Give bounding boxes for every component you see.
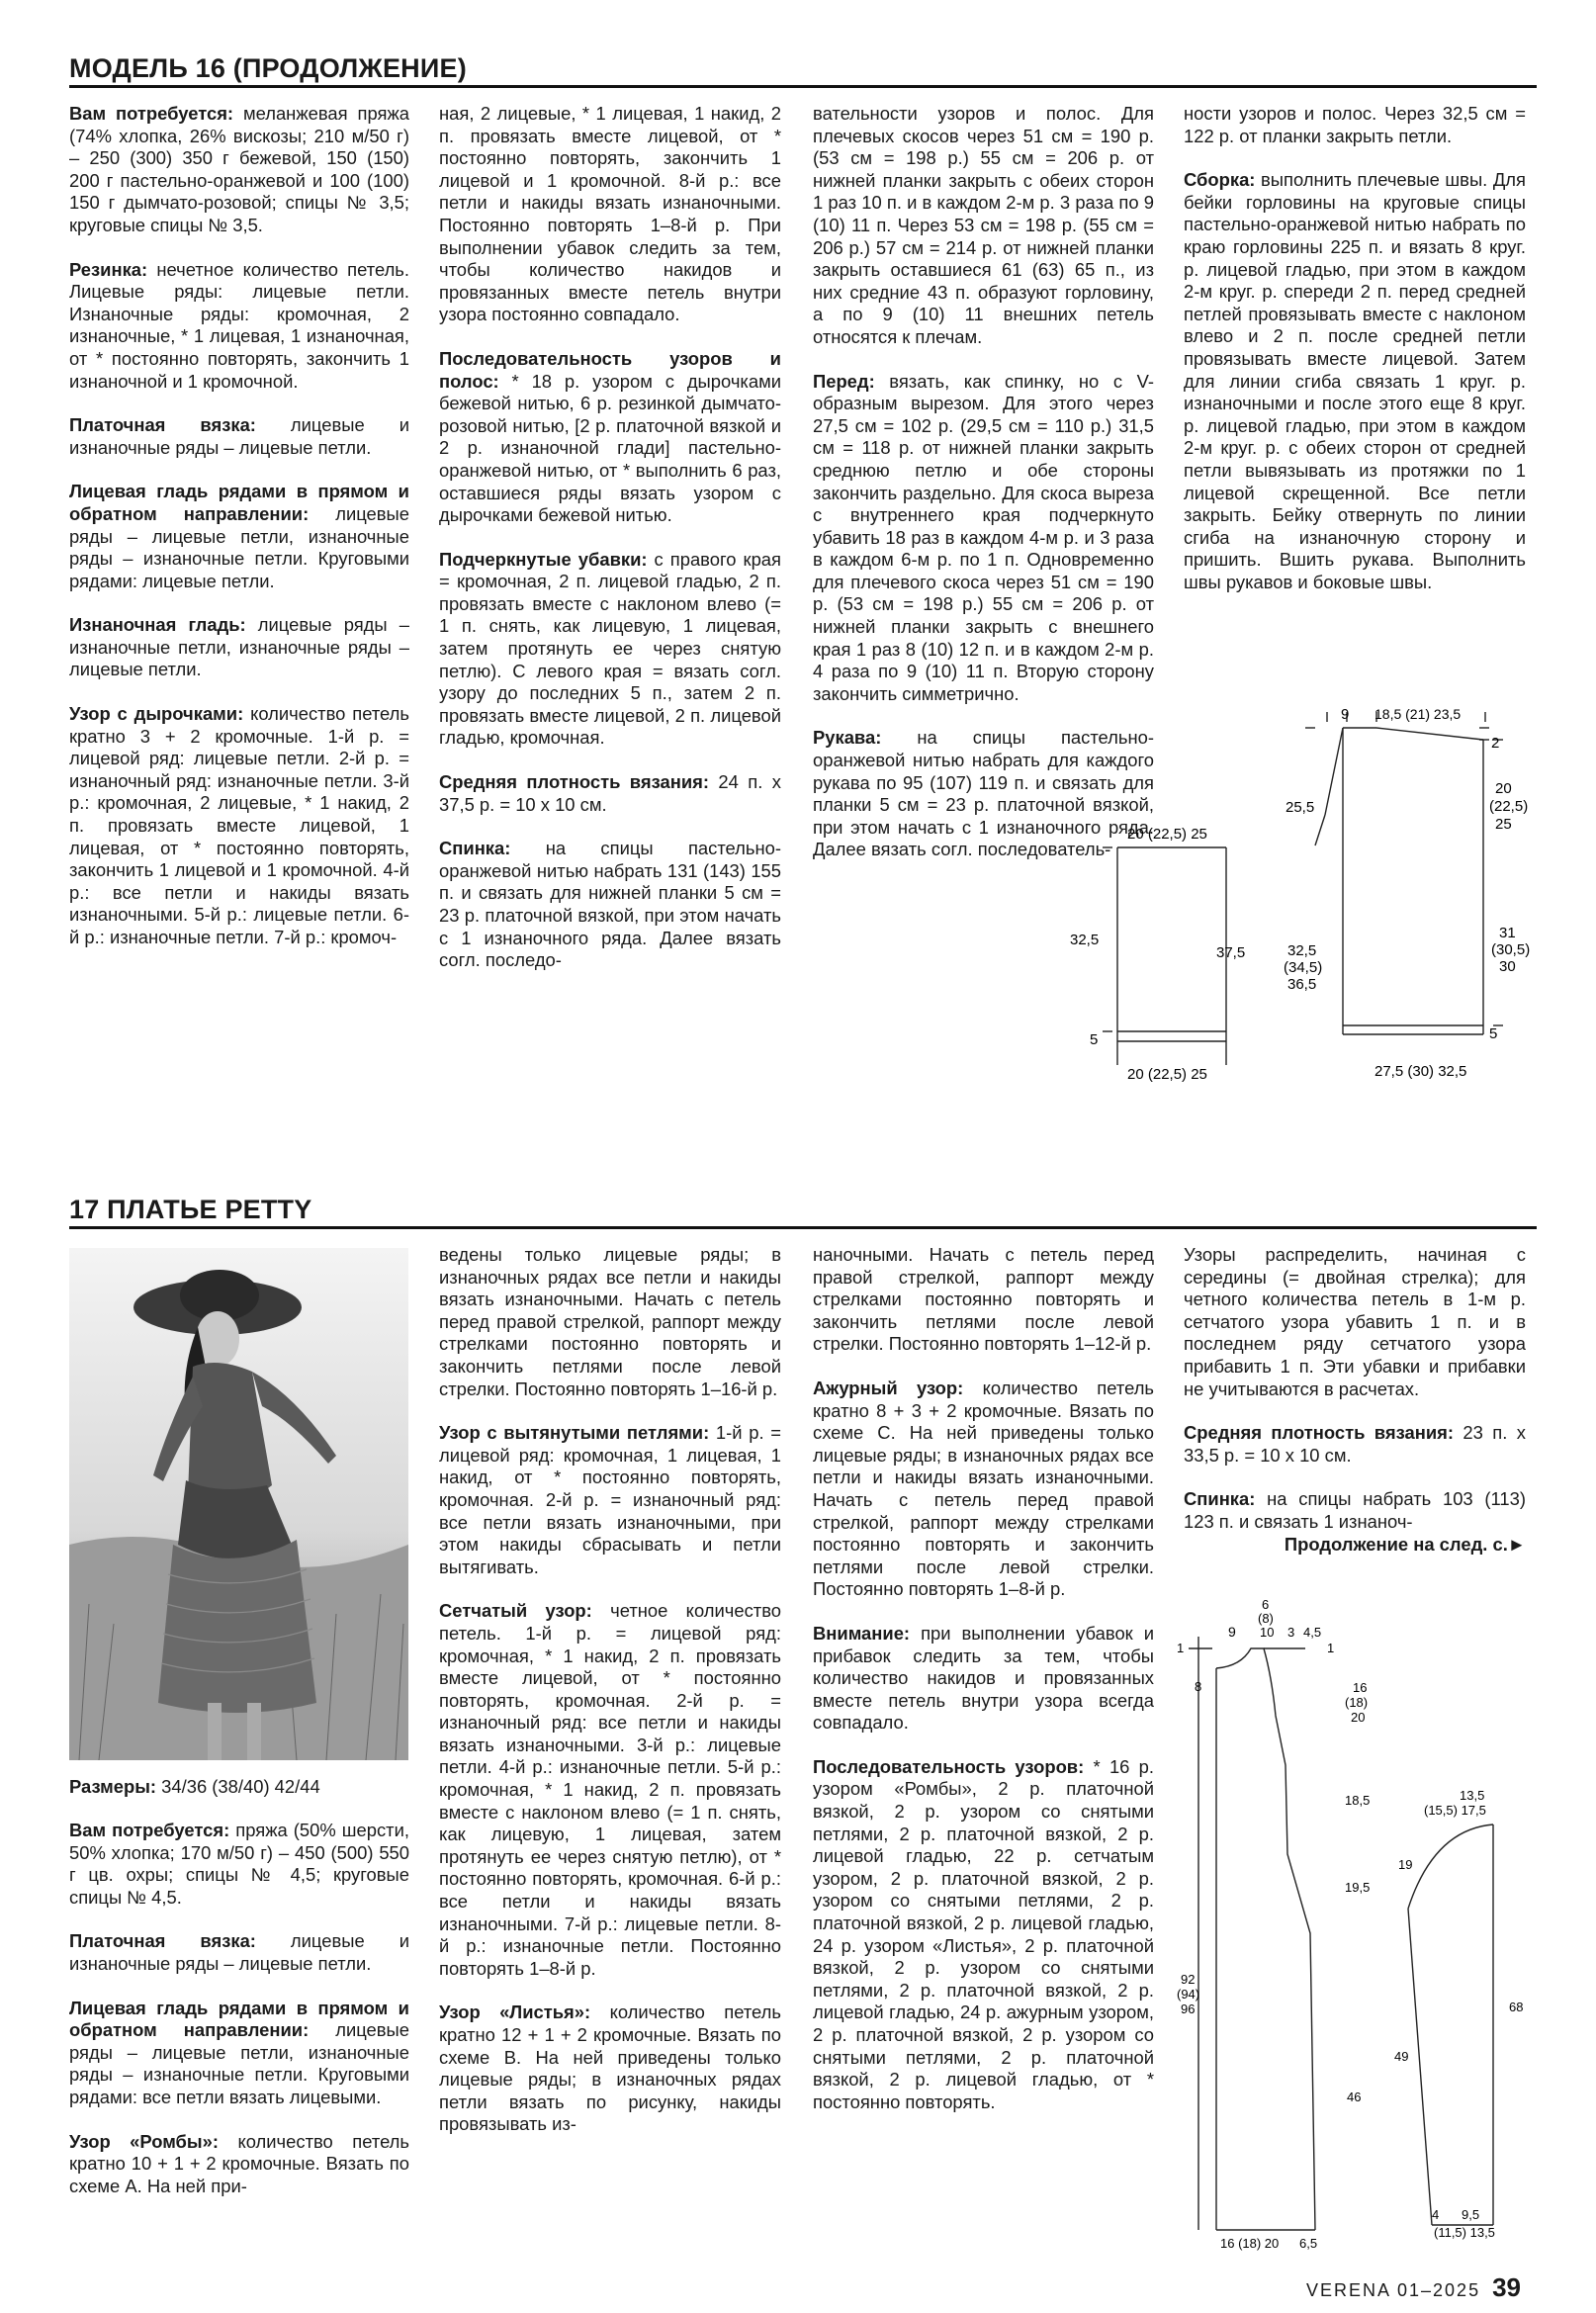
section-rule xyxy=(69,1226,1537,1229)
paragraph xyxy=(1184,1244,1526,1400)
paragraph-heading: Последовательность узоров и полос: xyxy=(439,347,781,392)
front-height-a: 32,5 xyxy=(1287,942,1317,959)
text-column xyxy=(69,103,409,971)
paragraph-text: лицевые и изнаночные ряды – лицевые петли. xyxy=(69,414,409,458)
sleeve-band: 5 xyxy=(1090,1031,1099,1048)
paragraph-heading: Лицевая гладь рядами в прямом и обратном направлении: xyxy=(69,481,409,524)
text-column xyxy=(1184,103,1526,615)
paragraph-text: ности узоров и полос. Через 32,5 см = 122 р. от планки закрыть петли. xyxy=(1184,103,1526,146)
hem-width: 16 (18) 20 xyxy=(1220,2236,1280,2251)
paragraph xyxy=(439,348,781,527)
length-c: 96 xyxy=(1181,2002,1196,2016)
paragraph xyxy=(439,2002,781,2136)
paragraph-text: на спицы набрать 103 (113) 123 п. и связать 1 изнаноч- xyxy=(1184,1488,1526,1532)
paragraph-heading: Резинка: xyxy=(69,258,148,280)
paragraph xyxy=(69,1820,409,1909)
paragraph-heading: Средняя плотность вязания: xyxy=(439,771,709,793)
sleeve-height: 32,5 xyxy=(1070,932,1100,948)
paragraph-text: количество петель кратно 3 + 2 кромочные. 1-й р. = лицевой ряд: лицевые петли. 2-й р. = изнаночный ряд: изнаночные петли. 3-й р.: кромочная, 2 лицевые, * 1 накид, 2 п. провязать вместе лицевой, 1 лицевая, от * постоянно повторять, закончить 1 лицевой и 1 кромочной. 4-й р.: все петли и накиды вязать изнаночными. 5-й р.: лицевые петли. 6-й р.: изнаночные петли. 7-й р.: кромоч- xyxy=(69,703,409,947)
cap-height: 19 xyxy=(1398,1857,1413,1872)
paragraph-heading: Перед: xyxy=(813,370,875,392)
paragraph-text: четное количество петель. 1-й р. = лицевой ряд: кромочная, * 1 накид, 2 п. провязать вместе лицевой, от * постоянно повторять, кромочная. 2-й р. = изнаночный ряд: все петли и накиды вязать изнаночными. 3-й р.: лицевые петли. 4-й р.: изнаночные петли. 5-й р.: кромочная, * 1 накид, 2 п. провязать вместе с наклоном влево (= 1 п. снять, как лицевую, 1 лицевая, затем протянуть ее через снятую петлю), от * постоянно повторять, кромочная. 6-й р.: все петли и накиды вязать изнаночными. 7-й р.: лицевые петли. 8-й р.: изнаночные петли. Постоянно повторять 1–8-й р. xyxy=(439,1600,781,1979)
paragraph-text: ведены только лицевые ряды; в изнаночных рядах все петли и накиды вязать изнаночными. Начать с петель перед правой стрелкой, раппорт между стрелками постоянно повторять и закончить петлями после левой стрелки. Постоянно повторять 1–16-й р. xyxy=(439,1244,781,1399)
sleeve-length: 68 xyxy=(1509,2000,1524,2014)
armhole-c: 20 xyxy=(1351,1710,1366,1725)
side-height-c: 30 xyxy=(1499,958,1516,975)
paragraph-text: 23 п. х 33,5 р. = 10 х 10 см. xyxy=(1184,1422,1526,1466)
front-height-b: (34,5) xyxy=(1284,959,1323,976)
paragraph-text: * 16 р. узором «Ромбы», 2 р. платочной вязкой, 2 р. узором со снятыми петлями, 2 р. платочной вязкой, 2 р. лицевой гладью, 22 р. сетчатым узором, 2 р. платочной вязкой, 2 р. узором со снятыми петлями, 2 р. платочной вязкой, 2 р. лицевой гладью, 24 р. узором «Листья», 2 р. платочной вязкой, 2 р. узором со снятыми петлями, 2 р. платочной вязкой, 2 р. лицевой гладью, 24 р. ажурным узором, 2 р. платочной вязкой, 2 р. узором со снятыми петлями, 2 р. платочной вязкой, 2 р. лицевой гладью, от * постоянно повторять. xyxy=(813,1755,1155,2112)
cuff-step: 4 xyxy=(1432,2207,1440,2222)
paragraph-text: количество петель кратно 10 + 1 + 2 кромочные. Вязать по схеме А. На ней при- xyxy=(69,2130,409,2196)
side-height-a: 31 xyxy=(1499,925,1516,941)
paragraph-text: при выполнении убавок и прибавок следить за тем, чтобы количество накидов и провязанных вместе петель внутри узора всегда совпадало. xyxy=(813,1622,1154,1734)
neck-width-b: (8) xyxy=(1258,1611,1274,1626)
paragraph-heading: Лицевая гладь рядами в прямом и обратном направлении: xyxy=(69,1997,409,2041)
armhole-b: (18) xyxy=(1345,1695,1369,1710)
paragraph xyxy=(1184,103,1526,147)
section-rule xyxy=(69,85,1537,88)
magazine-name: VERENA 01–2025 xyxy=(1305,2280,1481,2300)
paragraph-text: наночными. Начать с петель перед правой стрелкой, раппорт между стрелками постоянно повторять и закончить петлями после левой стрелки. Постоянно повторять 1–12-й р. xyxy=(813,1244,1154,1355)
paragraph-heading: Последовательность узоров: xyxy=(813,1755,1085,1777)
paragraph xyxy=(69,103,409,237)
paragraph-text: лицевые ряды – изнаночные петли, изнаночные ряды – лицевые петли. xyxy=(69,614,409,680)
paragraph-text: ная, 2 лицевые, * 1 лицевая, 1 накид, 2 п. провязать вместе лицевой, от * постоянно повторять, закончить 1 лицевой и 1 кромочной. 8-й р.: все петли и накиды вязать изнаночными. Постоянно повторять 1–8-й р. При выполнении убавок следить за тем, чтобы количество накидов и провязанных вместе петель внутри узора постоянно совпадало. xyxy=(439,103,781,325)
top-mark-left: 1 xyxy=(1177,1641,1185,1655)
sleeve-width-top: 20 (22,5) 25 xyxy=(1127,826,1207,843)
paragraph xyxy=(69,259,409,394)
paragraph xyxy=(813,1244,1154,1356)
armhole-c: 25 xyxy=(1495,816,1512,833)
paragraph xyxy=(439,549,781,750)
paragraph xyxy=(69,614,409,681)
model-photo xyxy=(69,1248,408,1760)
paragraph xyxy=(439,771,781,816)
paragraph-heading: Ажурный узор: xyxy=(813,1377,964,1398)
shoulder-width: 18,5 (21) 23,5 xyxy=(1374,706,1462,722)
cap-width-b: (15,5) 17,5 xyxy=(1424,1803,1486,1818)
paragraph-heading: Вам потребуется: xyxy=(69,1820,230,1840)
sleeve2-schematic xyxy=(1384,1770,1543,2245)
body-schematic xyxy=(1216,704,1552,1100)
paragraph-text: вязать, как спинку, но с V-образным вырезом. Для этого через 27,5 см = 102 р. (29,5 см = 110 р.) 31,5 см = 118 р. от нижней планки закрыть среднюю петлю и обе стороны закончить раздельно. Для скоса выреза с внутреннего края подчеркнуто убавить 18 раз в каждом 4-м р. и 3 раза в каждом 6-м р. по 1 п. Одновременно для плечевого скоса через 51 см = 190 р. (53 см = 198 р.) 55 см = 206 р. от нижней планки закрыть с внешнего края 1 раз 8 (10) 12 п. и в каждом 2-м р. 4 раза по 9 (10) 11 п. Вторую сторону закончить симметрично. xyxy=(813,370,1154,704)
paragraph-heading: Узор «Ромбы»: xyxy=(69,2130,219,2152)
paragraph-heading: Спинка: xyxy=(439,838,511,859)
paragraph-heading: Платочная вязка: xyxy=(69,1930,256,1952)
paragraph-text: нечетное количество петель. Лицевые ряды: лицевые петли. Изнаночные ряды: кромочная, 2 изнаночные, * 1 лицевая, 1 изнаночная, от * постоянно повторять, закончить 1 изнаночной и 1 кромочной. xyxy=(69,258,409,392)
shoulder-slope: 2 xyxy=(1491,735,1500,752)
shoulder-step-b: 4,5 xyxy=(1303,1625,1322,1640)
paragraph xyxy=(439,1422,781,1578)
armhole-a: 20 xyxy=(1495,780,1512,797)
paragraph-text: меланжевая пряжа (74% хлопка, 26% вискозы; 210 м/50 г) – 250 (300) 350 г бежевой, 150 (150) 200 г пастельно-оранжевой и 100 (100) 150 г дымчато-розовой; спицы № 3,5; круговые спицы № 3,5. xyxy=(69,103,409,235)
cap-width-a: 13,5 xyxy=(1460,1788,1485,1803)
paragraph xyxy=(813,1623,1154,1735)
hem-step: 6,5 xyxy=(1299,2236,1318,2251)
paragraph-text: * 18 р. узором с дырочками бежевой нитью, 6 р. резинкой дымчато-розовой нитью, [2 р. платочной вязкой и 2 р. изнаночной глади] пастельно-оранжевой нитью, от * выполнить 6 раз, оставшиеся ряды вязать узором с дырочками бежевой нитью. xyxy=(439,370,781,526)
paragraph-text: лицевые ряды – лицевые петли, изнаночные ряды – изнаночные петли. Круговыми рядами: все петли вязать лицевыми. xyxy=(69,2019,409,2107)
paragraph-heading: Вам потребуется: xyxy=(69,103,234,124)
length-a: 92 xyxy=(1181,1972,1196,1987)
page-number: 39 xyxy=(1492,2272,1521,2302)
paragraph-heading: Узор «Листья»: xyxy=(439,2002,591,2023)
top-mark-right: 1 xyxy=(1327,1641,1335,1655)
paragraph xyxy=(439,103,781,326)
paragraph xyxy=(1184,169,1526,593)
text-column xyxy=(813,103,1154,883)
paragraph-text: вательности узоров и полос. Для плечевых скосов через 51 см = 190 р. (53 см = 198 р.) 55 см = 206 р. от нижней планки закрыть с обеих сторон 1 раз 10 п. и в каждом 2-м р. 3 раза по 9 (10) 11 п. Через 53 см = 198 р. (55 см = 206 р.) 57 см = 214 р. от нижней планки закрыть оставшиеся 61 (63) 65 п., из них средние 43 п. образуют горловину, а по 9 (10) 11 внешних петель относятся к плечам. xyxy=(813,103,1154,347)
neck-shoulder: 9 xyxy=(1341,706,1350,723)
sleeve-underarm: 49 xyxy=(1394,2049,1409,2064)
neck-depth: 8 xyxy=(1195,1679,1202,1694)
sizes-values: 34/36 (38/40) 42/44 xyxy=(156,1776,320,1797)
paragraph-text: 1-й р. = лицевой ряд: кромочная, 1 лицевая, 1 накид, от * постоянно повторять, кромочная. 2-й р. = изнаночный ряд: все петли вязать изнаночными, при этом накиды сбрасывать и петли вытягивать. xyxy=(439,1422,781,1577)
bodice-height: 18,5 xyxy=(1345,1793,1371,1808)
skirt-height: 46 xyxy=(1347,2090,1362,2104)
paragraph-heading: Подчеркнутые убавки: xyxy=(439,548,648,570)
paragraph-text: количество петель кратно 12 + 1 + 2 кромочные. Вязать по схеме В. На ней приведены только лицевые ряды; в изнаночных рядах петли вязать по рисунку, накиды провязывать из- xyxy=(439,2002,781,2135)
paragraph xyxy=(69,414,409,459)
paragraph xyxy=(813,103,1154,349)
paragraph xyxy=(813,1378,1154,1601)
neck-width-a: 6 xyxy=(1262,1597,1270,1612)
paragraph xyxy=(69,703,409,949)
shoulder-step-a: 3 xyxy=(1287,1625,1295,1640)
paragraph-heading: Спинка: xyxy=(1184,1488,1256,1510)
paragraph xyxy=(1184,1422,1526,1467)
section-title: 17 ПЛАТЬЕ PETTY xyxy=(69,1195,312,1224)
paragraph xyxy=(439,1244,781,1400)
paragraph xyxy=(813,1756,1154,2114)
paragraph-heading: Сетчатый узор: xyxy=(439,1600,592,1622)
text-column xyxy=(439,1244,781,2158)
paragraph-heading: Сборка: xyxy=(1184,169,1256,191)
paragraph-heading: Платочная вязка: xyxy=(69,414,256,436)
paragraph xyxy=(1184,1488,1526,1533)
paragraph xyxy=(69,2131,409,2198)
paragraph-text: количество петель кратно 8 + 3 + 2 кромочные. Вязать по схеме С. На ней приведены только лицевые ряды; в изнаночных рядах все петли и накиды вязать изнаночными. Начать с петель перед правой стрелкой, раппорт между стрелками постоянно повторять и закончить петлями после левой стрелки. Постоянно повторять 1–8-й р. xyxy=(813,1377,1155,1600)
page-footer xyxy=(1306,2272,1521,2303)
hem-band: 5 xyxy=(1489,1025,1498,1042)
paragraph-text: с правого края = кромочная, 2 п. лицевой гладью, 2 п. провязать вместе с наклоном влево (= 1 п. снять, как лицевую, 1 лицевая, затем протянуть ее через снятую петлю). С левого края = вязать согл. узору до последних 5 п., затем 2 п. провязать вместе лицевой, 2 п. лицевой гладью, кромочная. xyxy=(439,548,781,749)
paragraph xyxy=(439,1600,781,1980)
length-b: (94) xyxy=(1177,1987,1200,2002)
paragraph-text: на спицы пастельно-оранжевой нитью набрать 131 (143) 155 п. и связать для нижней планки 5 см = 23 р. платочной вязкой, при этом начать с 1 изнаночного ряда. Далее вязать согл. последо- xyxy=(439,838,781,971)
paragraph-text: Узоры распределить, начиная с середины (= двойная стрелка); для четного количества петель в 1-м р. сетчатого узора убавить 1 п. и в последнем ряду сетчатого узора прибавить 1 п. Эти убавки и прибавки не учитываются в расчетах. xyxy=(1184,1244,1526,1399)
paragraph xyxy=(69,1998,409,2109)
paragraph-text: 24 п. х 37,5 р. = 10 х 10 см. xyxy=(439,771,781,815)
paragraph-text: на спицы пастельно-оранжевой нитью набрать для каждого рукава по 95 (107) 119 п. и связать для планки 5 см = 23 р. платочной вязкой, при этом начать с 1 изнаночного ряда. Далее вязать согл. последователь- xyxy=(813,727,1154,860)
text-column xyxy=(69,1820,409,2219)
front-left-height: 37,5 xyxy=(1216,944,1246,961)
paragraph xyxy=(69,481,409,592)
armhole-a: 16 xyxy=(1353,1680,1368,1695)
armhole-b: (22,5) xyxy=(1489,798,1529,815)
paragraph xyxy=(69,1930,409,1975)
paragraph-heading: Узор с дырочками: xyxy=(69,703,244,725)
paragraph-heading: Средняя плотность вязания: xyxy=(1184,1422,1454,1444)
front-height-c: 36,5 xyxy=(1287,976,1317,993)
neck-depth: 25,5 xyxy=(1286,799,1315,816)
paragraph-heading: Изнаночная гладь: xyxy=(69,614,246,636)
text-column xyxy=(439,103,781,994)
paragraph xyxy=(813,371,1154,706)
text-column xyxy=(1184,1244,1526,1556)
cuff-width-b: (11,5) 13,5 xyxy=(1434,2225,1495,2240)
dress-schematic xyxy=(1177,1597,1384,2250)
body-width: 27,5 (30) 32,5 xyxy=(1374,1063,1467,1080)
paragraph xyxy=(439,838,781,972)
text-column xyxy=(813,1244,1154,2135)
side-height-b: (30,5) xyxy=(1491,941,1531,958)
waist-height: 19,5 xyxy=(1345,1880,1371,1895)
cuff-width-a: 9,5 xyxy=(1462,2207,1480,2222)
neck-width-c: 10 xyxy=(1260,1625,1275,1640)
paragraph-heading: Узор с вытянутыми петлями: xyxy=(439,1422,710,1444)
shoulder-edge: 9 xyxy=(1228,1624,1236,1640)
paragraph-text: выполнить плечевые швы. Для бейки горловины на круговые спицы пастельно-оранжевой нитью набрать по краю горловины 225 п. и вязать 8 круг. р. лицевой гладью, при этом в каждом 2-м круг. р. спереди 2 п. перед средней петлей провязывать вместе с наклоном влево и 2 п. после средней петли провязывать вместе лицевой. Затем для линии сгиба связать 1 круг. р. изнаночными и после этого еще 8 круг. р. лицевой гладью, при этом в каждом 2-м круг. р. с обеих сторон от средней петли вывязывать из протяжки по 1 лицевой скрещенной. Все петли закрыть. Бейку отвернуть по линии сгиба на изнаночную сторону и пришить. Вшить рукава. Выполнить швы рукавов и боковые швы. xyxy=(1184,169,1526,592)
paragraph-text: лицевые и изнаночные ряды – лицевые петли. xyxy=(69,1930,409,1974)
paragraph-text: лицевые ряды – лицевые петли, изнаночные ряды – изнаночные петли. Круговыми рядами: лицевые петли. xyxy=(69,502,409,591)
sizes-heading: Размеры: xyxy=(69,1776,157,1797)
paragraph-heading: Внимание: xyxy=(813,1622,911,1644)
sizes-block xyxy=(69,1776,409,1821)
continued-note: Продолжение на след. с.► xyxy=(1284,1533,1526,1555)
paragraph-heading: Рукава: xyxy=(813,727,882,749)
section-title: МОДЕЛЬ 16 (ПРОДОЛЖЕНИЕ) xyxy=(69,53,467,83)
paragraph-text: пряжа (50% шерсти, 50% хлопка; 170 м/50 г) – 450 (500) 550 г цв. охры; спицы № 4,5; круговые спицы № 4,5. xyxy=(69,1820,409,1908)
sleeve-width-bottom: 20 (22,5) 25 xyxy=(1127,1066,1207,1083)
